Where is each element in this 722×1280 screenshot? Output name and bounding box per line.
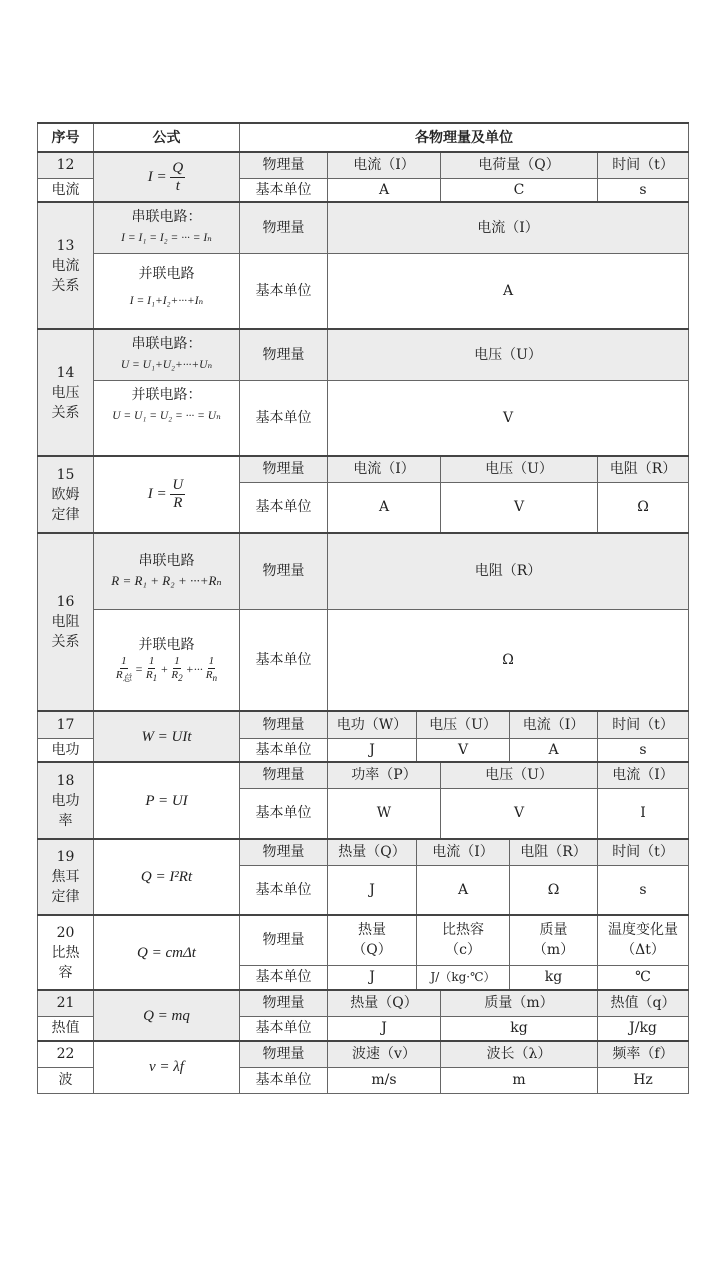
row19-formula: Q = I²Rt: [94, 839, 240, 915]
row16-label: [38, 533, 94, 711]
row13-unit-label: 基本单位: [240, 253, 328, 329]
row22-u3: Hz: [598, 1067, 689, 1093]
row12-q3: 时间（t）: [598, 152, 689, 178]
row21-name: 热值: [38, 1016, 94, 1041]
row15-u3: Ω: [598, 482, 689, 533]
row17-q3: 电流（I）: [510, 711, 598, 738]
row21-number: 21: [38, 990, 94, 1016]
row22-unit-label: 基本单位: [240, 1067, 328, 1093]
row21-unit-label: 基本单位: [240, 1016, 328, 1041]
row22-u2: m: [441, 1067, 598, 1093]
row13-q: 电流（I）: [328, 202, 689, 253]
row21-u1: J: [328, 1016, 441, 1041]
row20-q1: 热量（Q）: [328, 915, 417, 965]
row16-parallel-label: 并联电路: [138, 636, 195, 653]
row12-name: 电流: [38, 178, 94, 202]
row22-name: 波: [38, 1067, 94, 1093]
row20-q3: 质量（m）: [510, 915, 598, 965]
row13-parallel-label: 并联电路: [138, 265, 195, 282]
row16-number: 16: [56, 594, 75, 610]
row20-u1: J: [328, 965, 417, 990]
row18-unit-label: 基本单位: [240, 788, 328, 839]
row12-u2: C: [441, 178, 598, 202]
row22-q2: 波长（λ）: [441, 1041, 598, 1067]
row12-formula: I = $\frac{Q}{t}$: [94, 152, 240, 202]
row17-q4: 时间（t）: [598, 711, 689, 738]
row21-q2: 质量（m）: [441, 990, 598, 1016]
row15-label: [38, 456, 94, 533]
row18-u1: W: [328, 788, 441, 839]
physics-formula-table: [37, 122, 689, 1094]
row19-number: 19: [56, 849, 75, 865]
row14-parallel: [94, 380, 240, 456]
row14-q: 电压（U）: [328, 329, 689, 380]
row17-name: 电功: [38, 738, 94, 762]
row21-q1: 热量（Q）: [328, 990, 441, 1016]
row17-quantity-label: 物理量: [240, 711, 328, 738]
row16-series-formula: R = R₁ + R₂ + ···+Rₙ: [111, 573, 222, 589]
row18-label: [38, 762, 94, 839]
row16-q: 电阻（R）: [328, 533, 689, 609]
row17-u4: s: [598, 738, 689, 762]
row12-q1: 电流（I）: [328, 152, 441, 178]
row16-unit-label: 基本单位: [240, 609, 328, 711]
row22-q3: 频率（f）: [598, 1041, 689, 1067]
row20-label: [38, 915, 94, 990]
row20-q4: 温度变化量（Δt）: [598, 915, 689, 965]
row20-quantity-label: 物理量: [240, 915, 328, 965]
row19-q4: 时间（t）: [598, 839, 689, 865]
row16-u: Ω: [328, 609, 689, 711]
row12-u1: A: [328, 178, 441, 202]
row19-unit-label: 基本单位: [240, 865, 328, 915]
row22-u1: m/s: [328, 1067, 441, 1093]
row13-name: 电流关系: [51, 257, 80, 294]
row17-formula: W = UIt: [94, 711, 240, 762]
row20-unit-label: 基本单位: [240, 965, 328, 990]
row18-number: 18: [56, 772, 75, 789]
row14-unit-label: 基本单位: [240, 380, 328, 456]
row17-u2: V: [417, 738, 510, 762]
row16-parallel: [94, 609, 240, 711]
row20-u3: kg: [510, 965, 598, 990]
row14-u: V: [328, 380, 689, 456]
row19-label: [38, 839, 94, 915]
row19-name: 焦耳定律: [51, 869, 80, 905]
row20-u2: J/（kg·℃）: [417, 965, 510, 990]
row15-u2: V: [441, 482, 598, 533]
row22-formula: v = λf: [94, 1041, 240, 1093]
row13-parallel: [94, 253, 240, 329]
header-quantities: 各物理量及单位: [240, 123, 689, 152]
row18-q3: 电流（I）: [598, 762, 689, 788]
row16-quantity-label: 物理量: [240, 533, 328, 609]
row18-q1: 功率（P）: [328, 762, 441, 788]
row12-number: 12: [38, 152, 94, 178]
row13-series-label: 串联电路：: [131, 209, 202, 226]
row15-u1: A: [328, 482, 441, 533]
row14-number: 14: [56, 364, 75, 381]
row14-name: 电压关系: [51, 384, 80, 421]
row13-series-formula: I = I₁ = I₂ = ··· = Iₙ: [121, 232, 212, 245]
row13-u: A: [328, 253, 689, 329]
row12-q2: 电荷量（Q）: [441, 152, 598, 178]
row15-q3: 电阻（R）: [598, 456, 689, 482]
row21-q3: 热值（q）: [598, 990, 689, 1016]
row14-series: [94, 329, 240, 380]
row17-number: 17: [38, 711, 94, 738]
row18-formula: P = UI: [94, 762, 240, 839]
row12-u3: s: [598, 178, 689, 202]
row21-u3: J/kg: [598, 1016, 689, 1041]
row14-label: [38, 329, 94, 456]
row21-u2: kg: [441, 1016, 598, 1041]
row22-quantity-label: 物理量: [240, 1041, 328, 1067]
row22-q1: 波速（v）: [328, 1041, 441, 1067]
row21-formula: Q = mq: [94, 990, 240, 1041]
row18-quantity-label: 物理量: [240, 762, 328, 788]
row14-parallel-label: 并联电路：: [131, 386, 202, 403]
row20-q2: 比热容（c）: [417, 915, 510, 965]
row20-number: 20: [56, 924, 75, 941]
row15-formula: I = $\frac{U}{R}$: [94, 456, 240, 533]
row17-u1: J: [328, 738, 417, 762]
row15-q1: 电流（I）: [328, 456, 441, 482]
row13-quantity-label: 物理量: [240, 202, 328, 253]
row14-series-formula: U = U₁+U₂+···+Uₙ: [120, 359, 213, 372]
row19-u4: s: [598, 865, 689, 915]
row13-parallel-formula: I = I₁+I₂+···+Iₙ: [129, 294, 204, 307]
row19-u1: J: [328, 865, 417, 915]
row18-name: 电功率: [51, 792, 80, 829]
row18-u2: V: [441, 788, 598, 839]
row17-q1: 电功（W）: [328, 711, 417, 738]
row18-q2: 电压（U）: [441, 762, 598, 788]
row20-formula: Q = cmΔt: [94, 915, 240, 990]
row16-name: 电阻关系: [51, 614, 80, 650]
row17-u3: A: [510, 738, 598, 762]
row12-unit-label: 基本单位: [240, 178, 328, 202]
row17-q2: 电压（U）: [417, 711, 510, 738]
row22-number: 22: [38, 1041, 94, 1067]
row13-number: 13: [56, 237, 75, 254]
row18-u3: I: [598, 788, 689, 839]
row16-series-label: 串联电路: [138, 553, 195, 570]
row15-number: 15: [56, 466, 75, 483]
header-formula: 公式: [94, 123, 240, 152]
row15-q2: 电压（U）: [441, 456, 598, 482]
row19-q2: 电流（I）: [417, 839, 510, 865]
header-index: 序号: [38, 123, 94, 152]
row16-series: [94, 533, 240, 609]
row15-unit-label: 基本单位: [240, 482, 328, 533]
row15-name: 欧姆定律: [51, 486, 80, 523]
row16-parallel-formula: 1 $R_总$ = $\frac{1}{R_1}$ + $\frac{1}{R_2}$ +··· $\frac{1}{R_n}$: [115, 654, 218, 683]
row19-u3: Ω: [510, 865, 598, 915]
formula-table-sheet: [37, 122, 688, 1094]
row13-label: [38, 202, 94, 329]
row14-quantity-label: 物理量: [240, 329, 328, 380]
row20-name: 比热容: [51, 944, 80, 981]
row14-parallel-formula: U = U₁ = U₂ = ··· = Uₙ: [112, 409, 221, 422]
row19-quantity-label: 物理量: [240, 839, 328, 865]
row14-series-label: 串联电路：: [131, 336, 202, 353]
row17-unit-label: 基本单位: [240, 738, 328, 762]
row21-quantity-label: 物理量: [240, 990, 328, 1016]
row19-u2: A: [417, 865, 510, 915]
row15-quantity-label: 物理量: [240, 456, 328, 482]
row19-q3: 电阻（R）: [510, 839, 598, 865]
row20-u4: ℃: [598, 965, 689, 990]
row13-series: [94, 202, 240, 253]
row19-q1: 热量（Q）: [328, 839, 417, 865]
row12-quantity-label: 物理量: [240, 152, 328, 178]
